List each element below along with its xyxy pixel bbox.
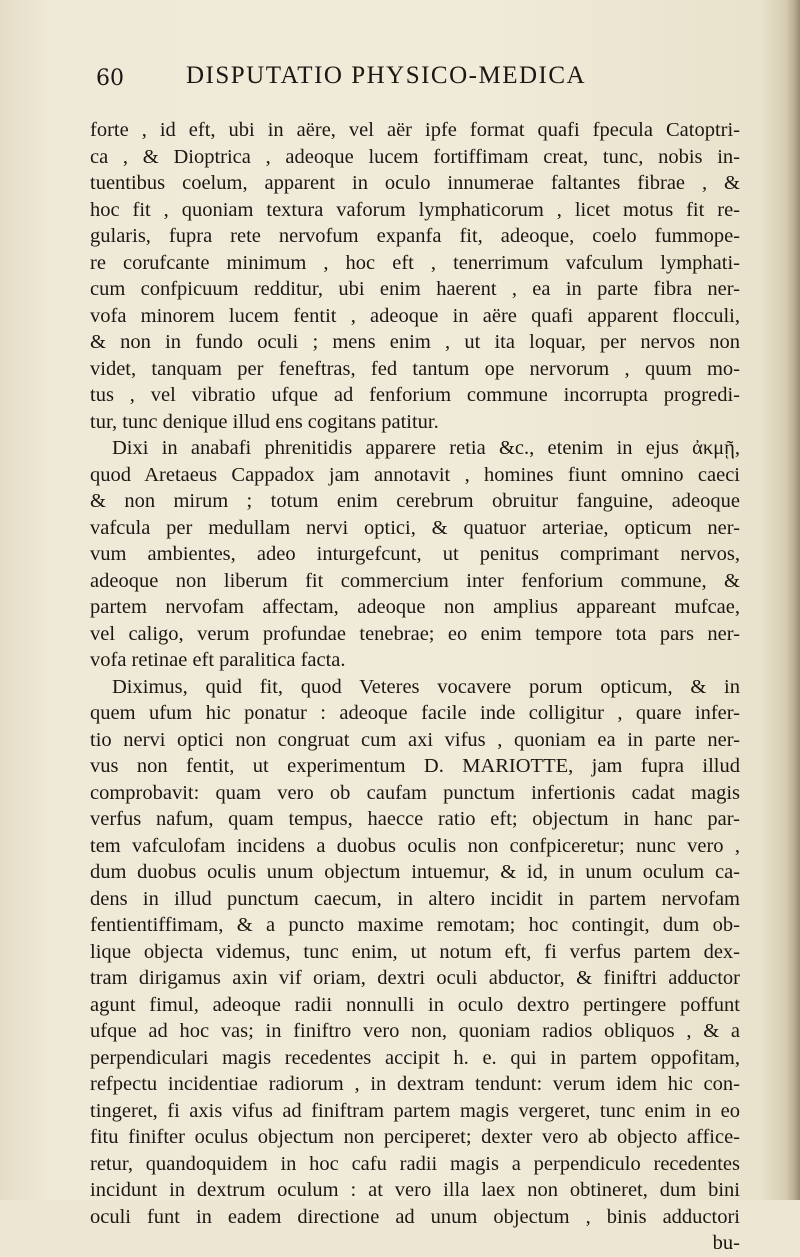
text-line: & non mirum ; totum enim cerebrum obruitur fanguine, adeoque bbox=[90, 490, 740, 512]
text-line: tem vafculofam incidens a duobus oculis non confpiceretur; nunc vero , bbox=[90, 834, 740, 857]
text-line: partem nervofam affectam, adeoque non amplius appareant mufcae, bbox=[90, 596, 740, 618]
text-line: Dixi in anabafi phrenitidis apparere retia &c., etenim in ejus ἀκμῇ, bbox=[112, 437, 740, 459]
text-line: refpectu incidentiae radiorum , in dextram tendunt: verum idem hic con- bbox=[90, 1073, 740, 1095]
catchword: bu- bbox=[712, 1232, 740, 1254]
text-line: vus non fentit, ut experimentum D. MARIOTTE, jam fupra illud bbox=[90, 755, 740, 777]
text-line: lique objecta videmus, tunc enim, ut notum eft, fi verfus partem dex- bbox=[90, 940, 740, 963]
page-number: 60 bbox=[96, 66, 124, 91]
text-line: agunt fimul, adeoque radii nonnulli in oculo dextro pertingere poffunt bbox=[90, 993, 740, 1016]
text-line: re corufcante minimum , hoc eft , tenerrimum vafculum lymphati- bbox=[90, 251, 740, 274]
text-line: vafcula per medullam nervi optici, & quatuor arteriae, opticum ner- bbox=[90, 516, 740, 539]
text-line: hoc fit , quoniam textura vaforum lymphaticorum , licet motus fit re- bbox=[90, 198, 740, 221]
text-line: tram dirigamus axin vif oriam, dextri oculi abductor, & finiftri adductor bbox=[90, 967, 740, 989]
page-header bbox=[96, 62, 736, 96]
text-line: & non in fundo oculi ; mens enim , ut ita loquar, per nervos non bbox=[90, 331, 740, 353]
text-line: forte , id eft, ubi in aëre, vel aër ipfe format quafi fpecula Catoptri- bbox=[90, 119, 740, 141]
text-line: dens in illud punctum caecum, in altero incidit in partem nervofam bbox=[90, 887, 740, 910]
text-line: incidunt in dextrum oculum : at vero illa laex non obtineret, dum bini bbox=[90, 1179, 740, 1201]
text-line: adeoque non liberum fit commercium inter fenforium commune, & bbox=[90, 569, 740, 592]
text-line: verfus nafum, quam tempus, haecce ratio eft; objectum in hanc par- bbox=[90, 808, 740, 830]
text-line: tus , vel vibratio ufque ad fenforium commune incorrupta progredi- bbox=[90, 384, 740, 406]
catchword-line bbox=[90, 1230, 740, 1257]
text-line: dum duobus oculis unum objectum intuemur, & id, in unum oculum ca- bbox=[90, 861, 740, 883]
text-line: tio nervi optici non congruat cum axi vifus , quoniam ea in parte ner- bbox=[90, 728, 740, 751]
text-line: tingeret, fi axis vifus ad finiftram partem magis vergeret, tunc enim in eo bbox=[90, 1099, 740, 1122]
text-line: fentientiffimam, & a puncto maxime remotam; hoc contingit, dum ob- bbox=[90, 914, 740, 936]
text-line: vum ambientes, adeo inturgefcunt, ut penitus comprimant nervos, bbox=[90, 543, 740, 565]
text-line: fitu finifter oculus objectum non perciperet; dexter vero ab objecto affice- bbox=[90, 1126, 740, 1148]
text-line: quod Aretaeus Cappadox jam annotavit , homines fiunt omnino caeci bbox=[90, 463, 740, 486]
text-line: retur, quandoquidem in hoc cafu radii magis a perpendiculo recedentes bbox=[90, 1152, 740, 1175]
text-line: tuentibus coelum, apparent in oculo innumerae faltantes fibrae , & bbox=[90, 172, 740, 194]
text-line: gularis, fupra rete nervofum expanfa fit, adeoque, coelo fummope- bbox=[90, 225, 740, 247]
text-line: oculi funt in eadem directione ad unum objectum , binis adductori bbox=[90, 1205, 740, 1228]
text-line: videt, tanquam per feneftras, fed tantum ope nervorum , quum mo- bbox=[90, 357, 740, 380]
running-head: DISPUTATIO PHYSICO-MEDICA bbox=[186, 62, 587, 89]
text-line: tur, tunc denique illud ens cogitans patitur. bbox=[90, 410, 439, 433]
text-line: perpendiculari magis recedentes accipit h. e. qui in partem oppofitam, bbox=[90, 1046, 740, 1069]
text-line: Diximus, quid fit, quod Veteres vocavere porum opticum, & in bbox=[112, 675, 740, 698]
page-edge-shadow bbox=[786, 0, 800, 1200]
text-line: ufque ad hoc vas; in finiftro vero non, quoniam radios obliquos , & a bbox=[90, 1020, 740, 1042]
text-line: ca , & Dioptrica , adeoque lucem fortiffimam creat, tunc, nobis in- bbox=[90, 145, 740, 168]
text-line: cum confpicuum redditur, ubi enim haerent , ea in parte fibra ner- bbox=[90, 278, 740, 300]
body-text bbox=[90, 117, 740, 1257]
text-line: vofa retinae eft paralitica facta. bbox=[90, 649, 346, 671]
text-line: vel caligo, verum profundae tenebrae; eo enim tempore tota pars ner- bbox=[90, 622, 740, 645]
text-line: vofa minorem lucem fentit , adeoque in aëre quafi apparent flocculi, bbox=[90, 304, 740, 327]
text-line: comprobavit: quam vero ob caufam punctum infertionis cadat magis bbox=[90, 781, 740, 804]
text-line: quem ufum hic ponatur : adeoque facile inde colligitur , quare infer- bbox=[90, 702, 740, 724]
